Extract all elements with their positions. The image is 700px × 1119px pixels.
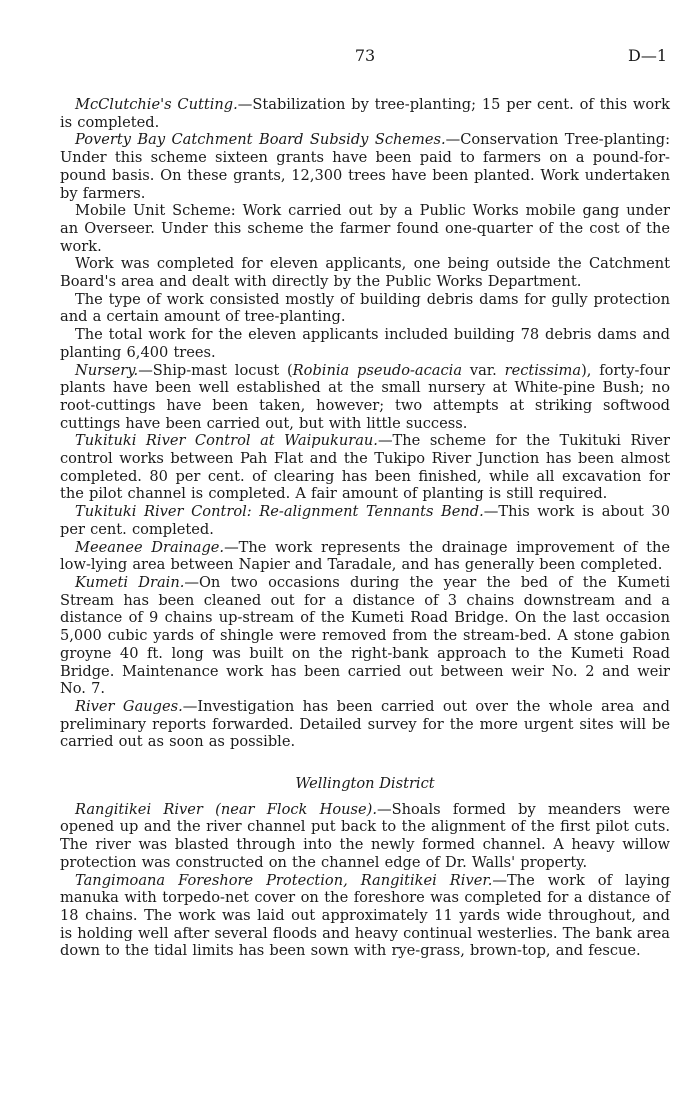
paragraph-meeanee-drainage [60,539,670,574]
paragraph-text: —Investigation has been carried out over the whole area and preliminary reports forwarded. Detailed survey for the more urgent sites will be carried out as soon as possible. [60,697,670,751]
paragraph-title: Rangitikei River (near Flock House). [75,800,378,818]
paragraph-title: Tukituki River Control: Re-alignment Tennants Bend. [75,503,484,521]
paragraph-text: —Stabilization by tree-planting; 15 per cent. of this work is completed. [60,96,670,131]
paragraph-text: —Ship-mast locust ( [138,361,293,379]
paragraph-tukituki-waipukurau [60,432,670,503]
paragraph-title: River Gauges. [75,697,183,715]
document-page [60,0,670,960]
paragraph-poverty-bay-subsidy [60,131,670,202]
paragraph-text: Work was completed for eleven applicants, one being outside the Catchment Board's area and dealt with directly by the Public Works Department. [60,255,670,291]
paragraph-title: Meeanee Drainage. [75,538,225,556]
paragraph-rangitikei-river [60,801,670,872]
paragraph-title: Tangimoana Foreshore Protection, Rangitikei River. [75,871,493,889]
paragraph-text: —The work represents the drainage improvement of the low-lying area between Napier and Taradale, and has generally been completed. [60,538,670,574]
paragraph-title: Tukituki River Control at Waipukurau. [75,432,378,450]
paragraph-text: The total work for the eleven applicants included building 78 debris dams and planting 6,400 trees. [60,326,670,361]
paragraph-nursery [60,362,670,433]
page-number: 73 [354,46,376,65]
paragraph-text: —This work is about 30 per cent. completed. [60,503,670,538]
paragraph-tukituki-realignment [60,503,670,538]
paragraph-mobile-unit [60,202,670,255]
paragraph-river-gauges [60,698,670,751]
paragraph-tangimoana-foreshore [60,872,670,961]
section-heading: Wellington District [295,775,435,793]
paragraph-text: Mobile Unit Scheme: Work carried out by a Public Works mobile gang under an Overseer. Under this scheme the farmer found one-quarter of the cost of the work. [60,202,670,255]
page-header [60,0,670,96]
paragraph-text: —Conservation Tree-planting: Under this scheme sixteen grants have been paid to farmers on a pound-for-pound basis. On these grants, 12,300 trees have been planted. Work undertaken by farmers. [60,131,670,202]
paragraph-title: Nursery. [75,361,139,379]
paragraph-type-of-work [60,291,670,326]
paragraph-text: ), forty-four plants have been well established at the small nursery at White-pine Bush; no root-cuttings have been taken, however; two attempts at striking softwood cuttings have been carried out, but with little success. [60,361,670,432]
paragraph-text: var. [462,361,505,379]
paragraph-text: —Shoals formed by meanders were opened up and the river channel put back to the alignment of the first pilot cuts. The river was blasted through into the newly formed channel. A heavy willow protection was constructed on the channel edge of Dr. Walls' property. [60,800,670,871]
paragraph-text: —The scheme for the Tukituki River control works between Pah Flat and the Tukipo River Junction has been almost completed. 80 per cent. of clearing has been finished, while all excavation for the pilot channel is completed. A fair amount of planting is still required. [60,432,670,503]
paragraph-text: —The work of laying manuka with torpedo-net cover on the foreshore was completed for a distance of 18 chains. The work was laid out approximately 11 yards wide throughout, and is holding well after several floods and heavy continual westerlies. The bank area down to the tidal limits has been sown with rye-grass, brown-top, and fescue. [60,871,670,960]
paragraph-title: Poverty Bay Catchment Board Subsidy Schemes. [75,131,446,149]
paragraph-mcclutchies-cutting [60,96,670,131]
paragraph-title: Kumeti Drain. [75,573,185,591]
latin-name: Robinia pseudo-acacia [292,361,463,379]
paragraph-text: The type of work consisted mostly of building debris dams for gully protection and a certain amount of tree-planting. [60,290,670,326]
latin-variety: rectissima [504,361,582,379]
report-code: D—1 [627,46,667,65]
paragraph-text: —On two occasions during the year the bed of the Kumeti Stream has been cleaned out for a distance of 3 chains downstream and a distance of 9 chains up-stream of the Kumeti Road Bridge. On the last occasion 5,000 cubic yards of shingle were removed from the stream-bed. A stone gabion groyne 40 ft. long was built on the right-bank approach to the Kumeti Road Bridge. Maintenance work has been carried out between weir No. 2 and weir No. 7. [60,573,670,698]
paragraph-kumeti-drain [60,574,670,698]
paragraph-total-work [60,326,670,361]
paragraph-title: McClutchie's Cutting. [75,96,238,113]
paragraph-eleven-applicants [60,255,670,290]
